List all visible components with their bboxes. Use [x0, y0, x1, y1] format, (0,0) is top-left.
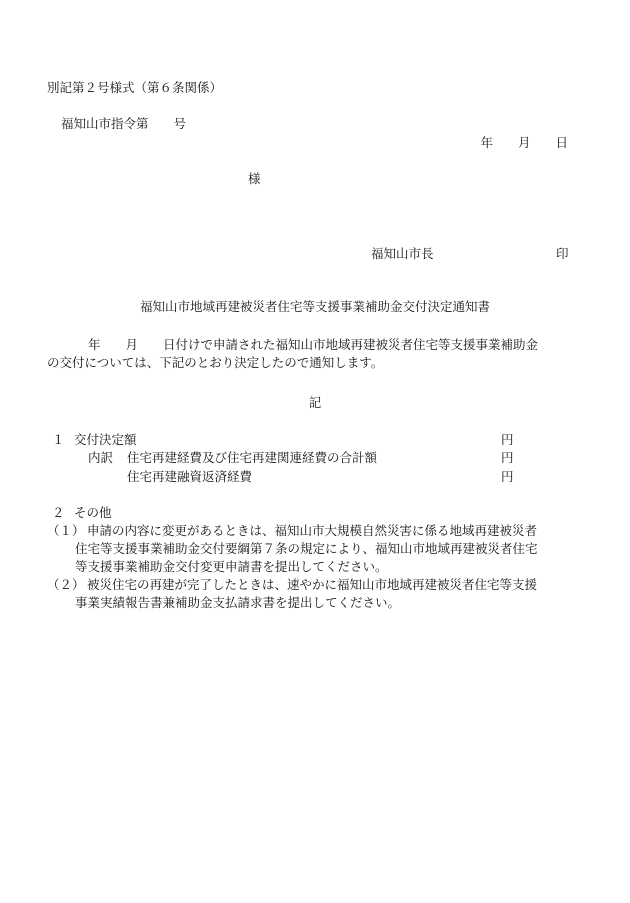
- breakdown-item-1-yen: 円: [501, 450, 514, 465]
- section-2-label: その他: [74, 505, 112, 520]
- ki-heading: 記: [308, 395, 322, 410]
- note-1-line-2: 住宅等支援事業補助金交付要綱第７条の規定により、福知山市地域再建被災者住宅: [75, 541, 538, 556]
- breakdown-item-1: 住宅再建経費及び住宅再建関連経費の合計額: [127, 450, 378, 465]
- section-1-yen: 円: [501, 432, 514, 447]
- issue-date: 年 月 日: [480, 135, 568, 150]
- document-number: 福知山市指令第 号: [61, 116, 187, 131]
- section-1-label: 交付決定額: [74, 432, 137, 447]
- note-2-line-1: 被災住宅の再建が完了したときは、速やかに福知山市地域再建被災者住宅等支援: [87, 577, 538, 592]
- note-2-line-2: 事業実績報告書兼補助金支払請求書を提出してください。: [75, 595, 401, 610]
- section-1-number: １: [52, 432, 65, 447]
- note-1-line-3: 等支援事業補助金交付変更申請書を提出してください。: [75, 559, 388, 574]
- recipient-suffix: 様: [248, 171, 261, 186]
- note-2-marker: （２）: [47, 577, 85, 592]
- issuer-name: 福知山市長: [371, 246, 434, 261]
- breakdown-label: 内訳: [88, 450, 114, 465]
- document-title: 福知山市地域再建被災者住宅等支援事業補助金交付決定通知書: [139, 299, 490, 314]
- form-number: 別記第２号様式（第６条関係）: [47, 80, 223, 95]
- breakdown-item-2: 住宅再建融資返済経費: [127, 469, 253, 484]
- body-text-line-2: の交付については、下記のとおり決定したので通知します。: [47, 355, 384, 370]
- section-2-number: ２: [52, 505, 65, 520]
- seal-mark: 印: [556, 246, 569, 261]
- note-1-line-1: 申請の内容に変更があるときは、福知山市大規模自然災害に係る地域再建被災者: [87, 523, 538, 538]
- body-text-line-1: 年 月 日付けで申請された福知山市地域再建被災者住宅等支援事業補助金: [88, 337, 539, 352]
- note-1-marker: （１）: [47, 523, 85, 538]
- breakdown-item-2-yen: 円: [501, 469, 514, 484]
